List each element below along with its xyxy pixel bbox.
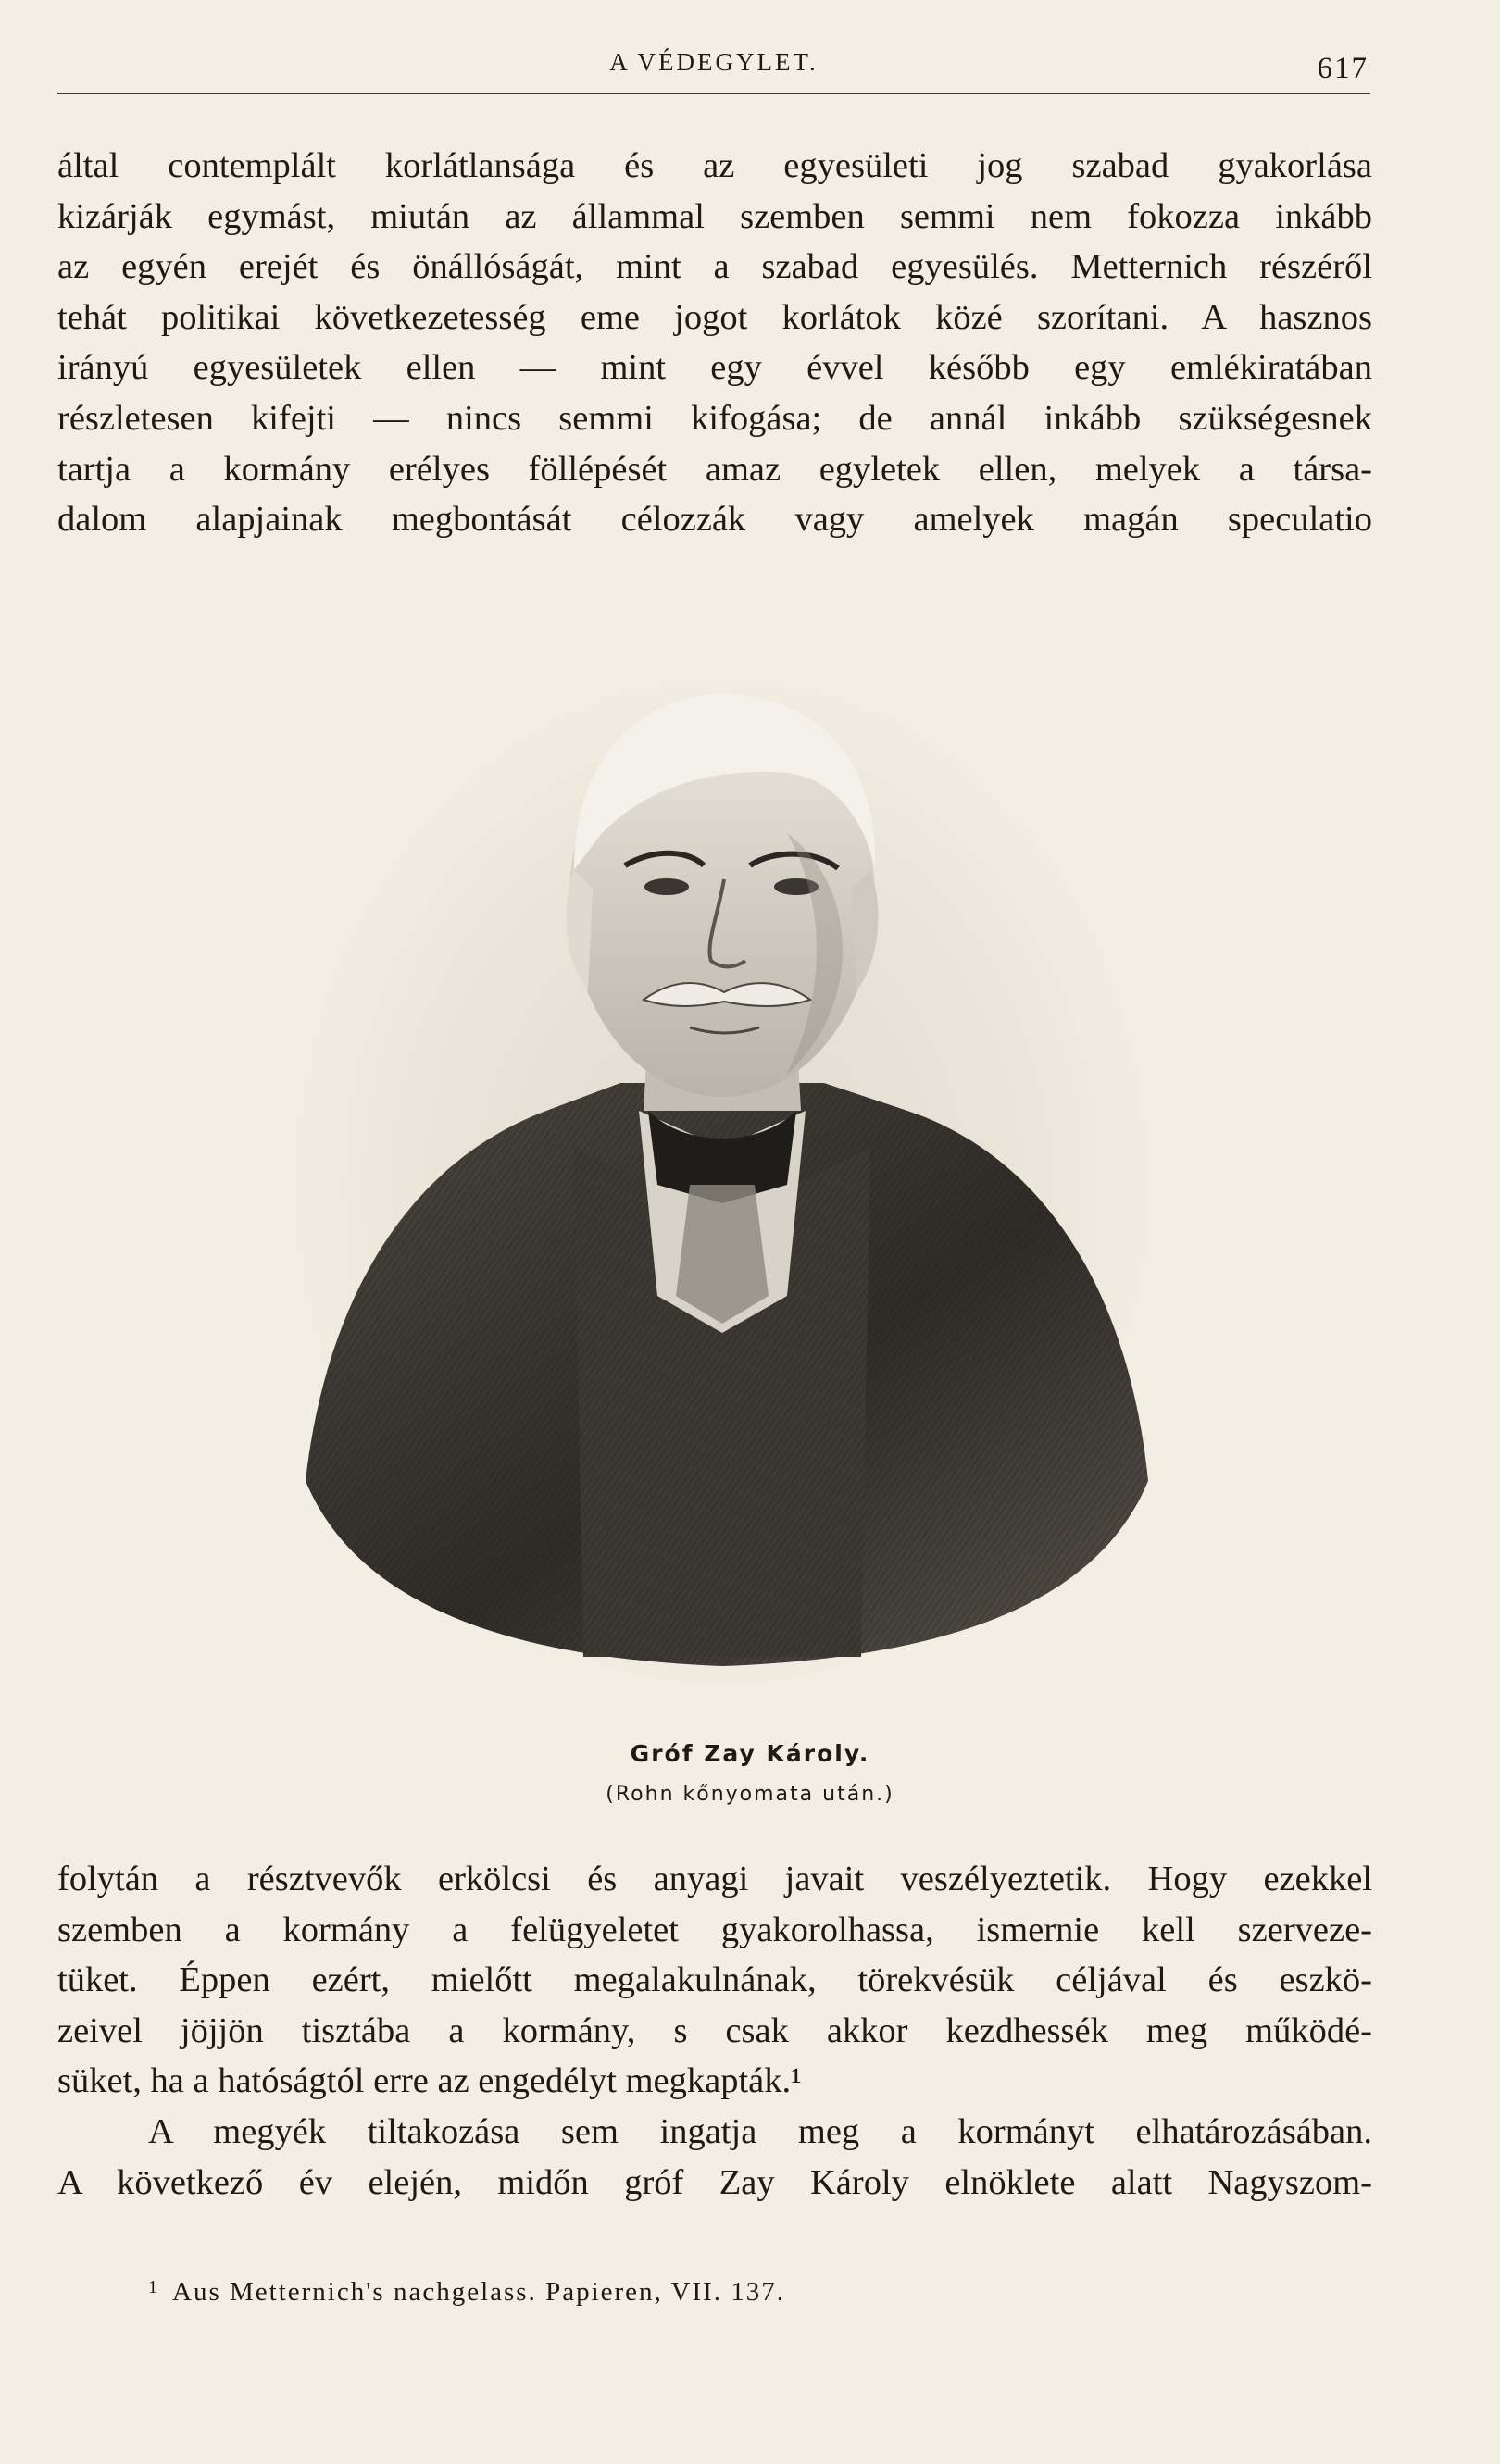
body-text-top <box>57 141 1372 545</box>
text-line: süket, ha a hatóságtól erre az engedélyt megkapták.¹ <box>57 2061 802 2101</box>
text-line: dalom alapjainak megbontását célozzák vagy amelyek magán speculatio <box>57 500 1372 540</box>
text-line: A megyék tiltakozása sem ingatja meg a kormányt elhatározásában. <box>148 2111 1372 2151</box>
text-line: az egyén erejét és önállóságát, mint a szabad egyesülés. Metternich részéről <box>57 247 1372 287</box>
footnote-marker: 1 <box>148 2277 159 2297</box>
footnote-text: Aus Metternich's nachgelass. Papieren, VII. 137. <box>172 2277 786 2307</box>
running-title: A VÉDEGYLET. <box>609 48 819 76</box>
text-line: tüket. Éppen ezért, mielőtt megalakulnának, törekvésük céljával és eszkö- <box>57 1960 1372 2000</box>
text-line: szemben a kormány a felügyeletet gyakorolhassa, ismernie kell szerveze- <box>57 1910 1372 1949</box>
text-line: zeivel jöjjön tisztába a kormány, s csak akkor kezdhessék meg működé- <box>57 2010 1372 2050</box>
figure-caption-source: (Rohn kőnyomata után.) <box>606 1783 894 1806</box>
text-line: irányú egyesületek ellen — mint egy évvel később egy emlékiratában <box>57 348 1372 388</box>
text-line: A következő év elején, midőn gróf Zay Károly elnöklete alatt Nagyszom- <box>57 2162 1372 2202</box>
body-text-bottom <box>57 1854 1372 2208</box>
text-line: által contemplált korlátlansága és az egyesületi jog szabad gyakorlása <box>57 146 1372 185</box>
text-line: kizárják egymást, miután az állammal szemben semmi nem fokozza inkább <box>57 196 1372 236</box>
portrait-engraving <box>269 592 1176 1703</box>
text-line: tartja a kormány erélyes föllépését amaz egyletek ellen, melyek a társa- <box>57 449 1372 489</box>
footnote <box>148 2277 785 2308</box>
page-number: 617 <box>1317 52 1369 85</box>
text-line: tehát politikai következetesség eme jogot korlátok közé szorítani. A hasznos <box>57 297 1372 337</box>
text-line: folytán a résztvevők erkölcsi és anyagi javait veszélyeztetik. Hogy ezekkel <box>57 1860 1372 1898</box>
figure-caption-name: Gróf Zay Károly. <box>630 1740 870 1767</box>
running-head <box>57 46 1370 94</box>
text-line: részletesen kifejti — nincs semmi kifogása; de annál inkább szükségesnek <box>57 398 1372 438</box>
